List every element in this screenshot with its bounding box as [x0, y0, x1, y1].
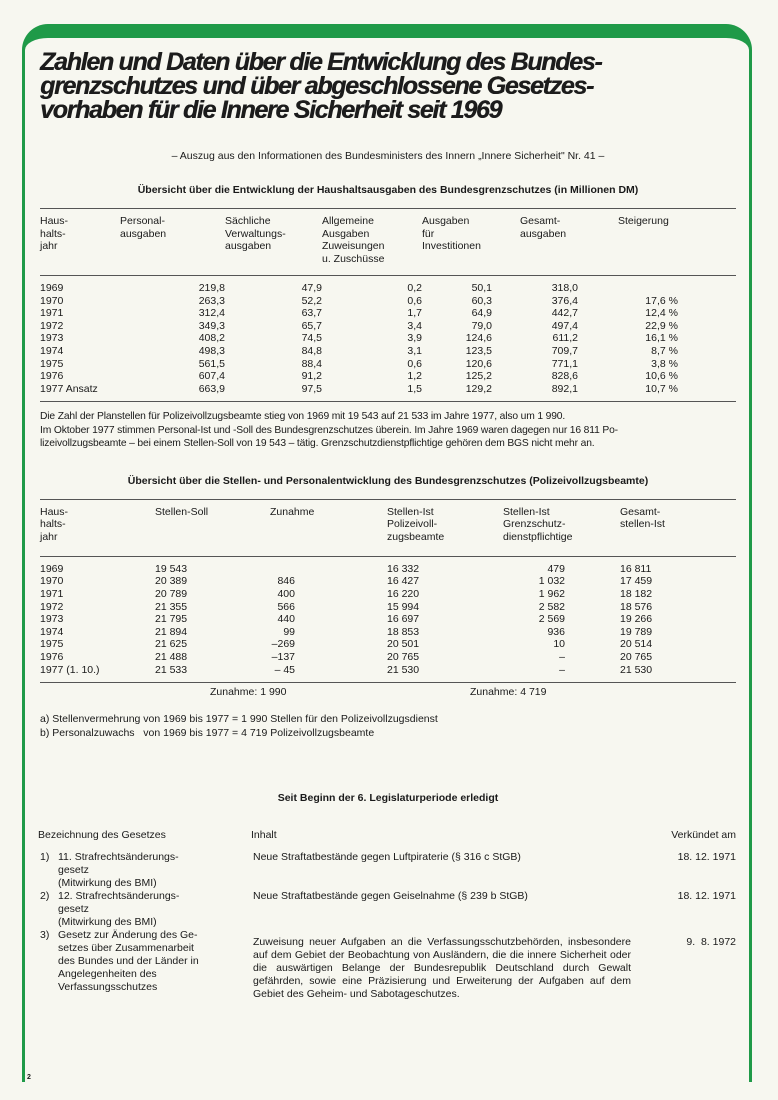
law-name-line: 11. Strafrechtsänderungs- [58, 851, 179, 864]
table-cell: 892,1 [551, 382, 578, 395]
table-cell: 1972 [40, 319, 64, 332]
table-cell: 19 543 [155, 562, 188, 575]
table-cell: 20 765 [620, 651, 653, 663]
column-header: Bezeichnung des Gesetzes [38, 829, 166, 842]
divider [40, 208, 736, 209]
table-cell: 16 220 [387, 588, 420, 601]
table-cell: 349,3 [198, 319, 225, 332]
table-row [40, 383, 736, 396]
spacer [120, 295, 180, 308]
spacer [295, 626, 387, 639]
table-cell: 20 765 [387, 651, 420, 663]
table-cell: 3,9 [407, 332, 422, 345]
table-cell: 120,6 [465, 357, 492, 370]
table-row [40, 638, 736, 651]
table-cell: 16 332 [387, 562, 420, 575]
spacer [565, 613, 620, 626]
divider [40, 401, 736, 402]
divider [40, 556, 736, 557]
table-cell: 771,1 [551, 357, 578, 370]
table-cell: 1974 [40, 625, 64, 638]
law-content: Neue Straftatbestände gegen Luftpiraterie (§ 316 c StGB) [253, 851, 521, 864]
spacer [565, 588, 620, 601]
spacer [678, 282, 736, 295]
table-cell: 63,7 [301, 307, 322, 320]
spacer [120, 282, 180, 295]
table-cell: 97,5 [301, 382, 322, 395]
column-header: Stellen-Ist Polizeivoll- zugsbeamte [387, 505, 445, 544]
column-header: Haus- halts- jahr [40, 215, 69, 253]
table-cell: 17,6 % [645, 294, 678, 307]
column-header: Gesamt- ausgaben [520, 215, 567, 240]
spacer [225, 307, 277, 320]
table-cell: 497,4 [551, 319, 578, 332]
law-date: 9. 8. 1972 [686, 936, 736, 949]
table-cell: 52,2 [301, 294, 322, 307]
table-row [40, 332, 736, 345]
table-cell: 65,7 [301, 319, 322, 332]
table-cell: 936 [547, 625, 565, 638]
spacer [295, 563, 387, 576]
law-name [58, 890, 253, 929]
table-cell: 1973 [40, 613, 64, 626]
table-cell: 16,1 % [645, 332, 678, 345]
table-cell: 498,3 [198, 344, 225, 357]
spacer [120, 320, 180, 333]
spacer [678, 358, 736, 371]
table-cell: 1974 [40, 344, 64, 357]
law-name-line: (Mitwirkung des BMI) [58, 916, 157, 929]
spacer [295, 613, 387, 626]
table-cell: 1,2 [407, 370, 422, 383]
spacer [322, 320, 372, 333]
table-cell: 19 789 [620, 625, 653, 638]
law-name-line: Verfassungsschutzes [58, 981, 158, 994]
spacer [322, 345, 372, 358]
table-cell: 1977 Ansatz [40, 382, 98, 395]
law-name [58, 851, 253, 890]
table-cell: 10,6 % [645, 370, 678, 383]
table-cell: 20 501 [387, 638, 420, 651]
spacer [120, 332, 180, 345]
table-cell: 1,5 [407, 382, 422, 395]
table-cell: 18 853 [387, 625, 420, 638]
table-cell: 20 514 [620, 638, 653, 651]
table-cell: 1969 [40, 562, 64, 575]
table-cell: 1975 [40, 357, 64, 370]
spacer [295, 651, 387, 664]
table-cell: 1972 [40, 600, 64, 613]
laws-table [40, 851, 736, 1001]
table-cell: 709,7 [551, 344, 578, 357]
table-cell: 0,6 [407, 357, 422, 370]
table-cell: 263,3 [198, 294, 225, 307]
column-header: Stellen-Ist Grenzschutz- dienstpflichtige [503, 505, 573, 544]
table-cell: 1971 [40, 307, 64, 320]
spacer [120, 358, 180, 371]
table-cell: 79,0 [471, 319, 492, 332]
table-row [40, 370, 736, 383]
law-name-line: (Mitwirkung des BMI) [58, 877, 157, 890]
table-cell: 16 427 [387, 575, 420, 588]
table-cell: 60,3 [471, 294, 492, 307]
law-name-line: gesetz [58, 864, 89, 877]
spacer [225, 282, 277, 295]
spacer [322, 295, 372, 308]
page-title [40, 50, 736, 122]
table-cell: 0,6 [407, 294, 422, 307]
spacer [565, 626, 620, 639]
table-row [40, 307, 736, 320]
spacer [678, 320, 736, 333]
table-cell: 1971 [40, 588, 64, 601]
table-cell: 88,4 [301, 357, 322, 370]
table-cell: 15 994 [387, 600, 420, 613]
table-cell: 21 530 [620, 663, 653, 676]
column-header: Zunahme [270, 505, 315, 518]
table-row [40, 601, 736, 614]
table-cell: 47,9 [301, 282, 322, 294]
table2-title: Übersicht über die Stellen- und Personalentwicklung des Bundesgrenzschutzes (Polizeivollzugsbeamte) [127, 474, 649, 487]
table-cell: 828,6 [551, 370, 578, 383]
column-header: Personal- ausgaben [120, 215, 167, 240]
spacer [225, 320, 277, 333]
table-cell: –269 [271, 638, 295, 651]
personnel-table-header [40, 506, 736, 556]
table-cell: 2 569 [538, 613, 565, 626]
spacer [295, 588, 387, 601]
spacer [322, 358, 372, 371]
law-name-line: gesetz [58, 903, 89, 916]
spacer [225, 332, 277, 345]
spacer [492, 383, 520, 396]
table-cell: 21 894 [155, 625, 188, 638]
spacer [295, 664, 387, 677]
table-row [40, 588, 736, 601]
table-cell: 219,8 [198, 282, 225, 294]
laws-title: Seit Beginn der 6. Legislaturperiode erledigt [277, 792, 499, 805]
table-cell: 16 697 [387, 613, 420, 626]
spacer [678, 332, 736, 345]
table1-title: Übersicht über die Entwicklung der Haushaltsausgaben des Bundesgrenzschutzes (in Millionen DM) [137, 184, 639, 196]
spacer [492, 345, 520, 358]
table-cell: 1973 [40, 332, 64, 345]
law-name-line: des Bundes und der Länder in [58, 955, 199, 968]
spacer [120, 383, 180, 396]
table-cell: 400 [277, 588, 295, 601]
spacer [678, 307, 736, 320]
totals-row [40, 683, 736, 701]
table-cell: 1969 [40, 282, 64, 294]
table-cell [207, 563, 295, 576]
table-row [40, 358, 736, 371]
law-number: 1) [40, 851, 50, 864]
table-row [40, 320, 736, 333]
table-row [40, 345, 736, 358]
spacer [492, 358, 520, 371]
spacer [225, 295, 277, 308]
spacer [322, 307, 372, 320]
table-cell: 125,2 [465, 370, 492, 383]
notes [40, 713, 736, 740]
table-cell: 123,5 [465, 344, 492, 357]
table-cell: 846 [277, 575, 295, 588]
table-row [40, 295, 736, 308]
table-cell: 440 [277, 613, 295, 626]
table-cell: 3,8 % [651, 357, 678, 370]
table-cell: 20 389 [155, 575, 188, 588]
table-cell: 19 266 [620, 613, 653, 626]
table-cell: 18 576 [620, 600, 653, 613]
note-b: b) Personalzuwachs von 1969 bis 1977 = 4 719 Polizeivollzugsbeamte [40, 726, 375, 739]
table-row [40, 613, 736, 626]
table-cell: 3,4 [407, 319, 422, 332]
spacer [678, 370, 736, 383]
table-cell: 1,7 [407, 307, 422, 320]
column-header: Stellen-Soll [155, 505, 209, 518]
table-cell: 129,2 [465, 382, 492, 395]
table-cell: 8,7 % [651, 344, 678, 357]
table-cell: 1975 [40, 638, 64, 651]
table-cell: 21 488 [155, 651, 188, 663]
table-cell: 124,6 [465, 332, 492, 345]
table-cell: 21 533 [155, 663, 188, 676]
spacer [492, 320, 520, 333]
spacer [492, 282, 520, 295]
page-number: 2 [27, 1074, 31, 1081]
table-cell: 408,2 [198, 332, 225, 345]
table-cell: – 45 [274, 663, 295, 676]
spacer [322, 332, 372, 345]
spacer [678, 295, 736, 308]
spacer [120, 345, 180, 358]
spacer [565, 664, 620, 677]
note-a: a) Stellenvermehrung von 1969 bis 1977 = 1 990 Stellen für den Polizeivollzugsdienst [40, 713, 438, 726]
table-row [40, 664, 736, 677]
budget-table-header [40, 215, 736, 275]
law-name-line: Gesetz zur Änderung des Ge- [58, 929, 198, 942]
table-cell: 50,1 [471, 282, 492, 294]
table-cell: 663,9 [198, 382, 225, 395]
table-cell: 18 182 [620, 588, 653, 601]
paragraph-line: Im Oktober 1977 stimmen Personal-Ist und -Soll des Bundesgrenzschutzes überein. Im Jahre 1969 waren dagegen nur 16 811 Po- [40, 424, 618, 436]
page-content [40, 50, 736, 1001]
divider [40, 499, 736, 500]
table-cell: 1977 (1. 10.) [40, 663, 100, 676]
table-cell: 1 962 [538, 588, 565, 601]
table-cell: 21 530 [387, 663, 420, 676]
spacer [492, 332, 520, 345]
table-cell: 10,7 % [645, 382, 678, 395]
table-cell: 442,7 [551, 307, 578, 320]
table-cell: –137 [271, 651, 295, 663]
spacer [678, 345, 736, 358]
column-header: Sächliche Verwaltungs- ausgaben [225, 215, 286, 253]
law-content: Zuweisung neuer Aufgaben an die Verfassungsschutzbehörden, insbesondere auf dem Gebiet der Beobachtung von Ausländern, die die innere Sicherheit oder die auswärtigen Belange der Bundesrepublik Deutschland durch Gewalt gefährden, sowie eine Präzisierung und Erweiterung der Aufgaben auf dem Gebiet des Geheim- und Sabotageschutzes. [253, 936, 631, 1001]
law-row [40, 929, 736, 1001]
table-cell: 1976 [40, 651, 64, 663]
law-name [58, 929, 253, 1001]
table-cell: 64,9 [471, 307, 492, 320]
table-cell: 607,4 [198, 370, 225, 383]
spacer [565, 638, 620, 651]
table-cell: 611,2 [552, 332, 578, 345]
law-name-line: setzes über Zusammenarbeit [58, 942, 194, 955]
table-cell: 376,4 [551, 294, 578, 307]
budget-table [40, 282, 736, 395]
subtitle: – Auszug aus den Informationen des Bundesministers des Innern „Innere Sicherheit" Nr. 41 – [171, 150, 605, 162]
spacer [225, 370, 277, 383]
column-header: Inhalt [251, 829, 277, 842]
paragraph-line: lizeivollzugsbeamte – bei einem Stellen-Soll von 19 543 – tätig. Grenzschutzdienstpflichtige gehören dem BGS nicht mehr an. [40, 438, 595, 450]
laws-header [40, 829, 736, 845]
spacer [295, 638, 387, 651]
law-number: 2) [40, 890, 50, 903]
law-name-line: 12. Strafrechtsänderungs- [58, 890, 180, 903]
table-cell: 84,8 [301, 344, 322, 357]
table-cell: 17 459 [620, 575, 653, 588]
total-soll: Zunahme: 1 990 [210, 686, 287, 699]
table-cell: 74,5 [301, 332, 322, 345]
spacer [565, 563, 620, 576]
spacer [322, 383, 372, 396]
spacer [295, 575, 387, 588]
spacer [565, 601, 620, 614]
table-cell: 0,2 [407, 282, 422, 294]
law-date: 18. 12. 1971 [677, 851, 736, 864]
spacer [565, 575, 620, 588]
spacer [120, 307, 180, 320]
title-line: grenzschutzes und über abgeschlossene Gesetzes- [40, 72, 593, 100]
paragraph-line: Die Zahl der Planstellen für Polizeivollzugsbeamte stieg von 1969 mit 19 543 auf 21 533 im Jahre 1977, also um 1 990. [40, 411, 566, 423]
divider [40, 275, 736, 276]
column-header: Ausgaben für Investitionen [422, 215, 481, 253]
total-ist: Zunahme: 4 719 [470, 686, 547, 699]
table-row [40, 651, 736, 664]
table-cell: 1 032 [538, 575, 565, 588]
personnel-table [40, 563, 736, 676]
spacer [322, 370, 372, 383]
table-row [40, 626, 736, 639]
law-content: Neue Straftatbestände gegen Geiselnahme (§ 239 b StGB) [253, 890, 528, 903]
column-header: Haus- halts- jahr [40, 505, 69, 544]
law-number: 3) [40, 929, 50, 942]
table-cell: 1970 [40, 575, 64, 588]
spacer [225, 383, 277, 396]
spacer [678, 383, 736, 396]
table-cell: 318,0 [551, 282, 578, 294]
spacer [492, 307, 520, 320]
table-cell: – [559, 651, 565, 663]
spacer [565, 651, 620, 664]
table-cell: 99 [283, 625, 295, 638]
table-cell: 10 [553, 638, 565, 651]
law-row [40, 851, 736, 890]
spacer [295, 601, 387, 614]
table-cell: 22,9 % [645, 319, 678, 332]
summary-paragraph [40, 410, 736, 451]
spacer [492, 370, 520, 383]
table-cell: 1970 [40, 294, 64, 307]
table-cell: 91,2 [301, 370, 322, 383]
table-cell: 312,4 [198, 307, 225, 320]
table-cell: 21 625 [155, 638, 188, 651]
spacer [322, 282, 372, 295]
table-cell: 1976 [40, 370, 64, 383]
column-header: Gesamt- stellen-Ist [620, 505, 665, 531]
column-header: Verkündet am [671, 829, 736, 842]
table-cell: 21 355 [155, 600, 188, 613]
spacer [225, 345, 277, 358]
table-cell: 12,4 % [645, 307, 678, 320]
column-header: Steigerung [618, 215, 669, 227]
law-row [40, 890, 736, 929]
table-cell: 3,1 [407, 344, 422, 357]
table-cell: 479 [547, 562, 565, 575]
table-cell: 20 789 [155, 588, 188, 601]
table-cell: 561,5 [198, 357, 225, 370]
table-cell: – [559, 663, 565, 676]
title-line: Zahlen und Daten über die Entwicklung des Bundes- [40, 48, 602, 76]
law-name-line: Angelegenheiten des [58, 968, 157, 981]
column-header: Allgemeine Ausgaben Zuweisungen u. Zuschüsse [322, 215, 385, 265]
spacer [225, 358, 277, 371]
law-date: 18. 12. 1971 [677, 890, 736, 903]
spacer [492, 295, 520, 308]
title-line: vorhaben für die Innere Sicherheit seit 1969 [40, 96, 502, 124]
table-cell: 2 582 [538, 600, 565, 613]
table-cell: 566 [277, 600, 295, 613]
spacer [120, 370, 180, 383]
table-row [40, 563, 736, 576]
table-cell: 16 811 [620, 562, 652, 575]
table-row [40, 282, 736, 295]
table-cell [578, 282, 678, 295]
table-row [40, 575, 736, 588]
table-cell: 21 795 [155, 613, 188, 626]
